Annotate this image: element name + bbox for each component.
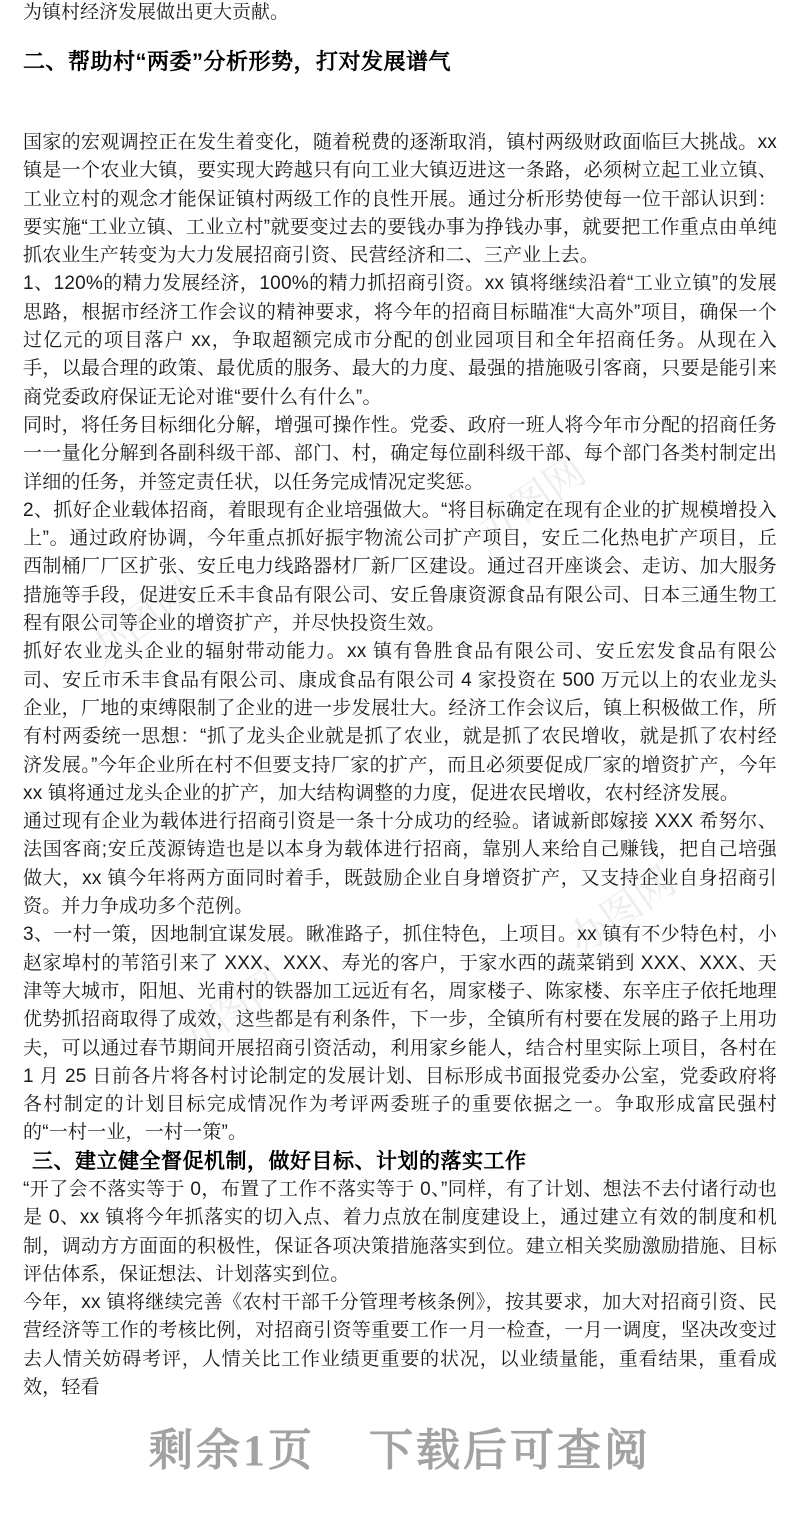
paragraph: 通过现有企业为载体进行招商引资是一条十分成功的经验。诸诚新郎嫁接 XXX 希努尔、法国客商;安丘茂源铸造也是以本身为载体进行招商，靠别人来给自己赚钱，把自己培强做大，xx 镇今年将两方面同时着手，既鼓励企业自身增资扩产，又支持企业自身招商引资。并力争成功多个范例。 [23, 811, 777, 918]
clipped-text-line: 为镇村经济发展做出更大贡献。 [23, 2, 290, 23]
paragraph: 今年，xx 镇将继续完善《农村干部千分管理考核条例》，按其要求，加大对招商引资、民营经济等工作的考核比例，对招商引资等重要工作一月一检查，一月一调度，坚决改变过去人情关妨碍考评，人情关比工作业绩更重要的状况，以业绩量能，重看结果，重看成效，轻看 [23, 1292, 777, 1399]
watermark-text: 办图网 [470, 448, 594, 554]
watermark-text: 办图网 [80, 568, 204, 674]
paragraph: “开了会不落实等于 0，布置了工作不落实等于 0、”同样，有了计划、想法不去付诸行动也是 0、xx 镇将今年抓落实的切入点、着力点放在制度建设上，通过建立有效的制度和机制，调动方方面面的积极性，保证各项决策措施落实到位。建立相关奖励激励措施、目标评估体系，保证想法、计划落实到位。 [23, 1178, 777, 1285]
paragraph: 同时，将任务目标细化分解，增强可操作性。党委、政府一班人将今年市分配的招商任务一一量化分解到各副科级干部、部门、村，确定每位副科级干部、每个部门各类村制定出详细的任务，并签定责任状，以任务完成情况定奖惩。 [23, 414, 777, 493]
section-heading-2: 二、帮助村“两委”分析形势，打对发展谱气 [23, 49, 452, 74]
paragraph: 3、一村一策，因地制宜谋发展。瞅准路子，抓住特色，上项目。xx 镇有不少特色村，小赵家埠村的苇箔引来了 XXX、XXX、寿光的客户，于家水西的蔬菜销到 XXX、XXX、天津等大城市，阳旭、光甫村的铁器加工远近有名，周家楼子、陈家楼、东辛庄子依托地理优势抓招商取得了成效，这些都是有利条件，下一步，全镇所有村要在发展的路子上用功夫，可以通过春节期间开展招商引资活动，利用家乡能人，结合村里实际上项目，各村在 1 月 25 日前各片将各村讨论制定的发展计划、目标形成书面报党委办公室，党委政府将各村制定的计划目标完成情况作为考评两委班子的重要依据之一。争取形成富民强村的“一村一业，一村一策”。 [23, 924, 777, 1144]
paragraph: 国家的宏观调控正在发生着变化，随着税费的逐渐取消，镇村两级财政面临巨大挑战。xx 镇是一个农业大镇，要实现大跨越只有向工业大镇迈进这一条路，必须树立起工业立镇、工业立村的观念才能保证镇村两级工作的良性开展。通过分析形势使每一位干部认识到：要实施“工业立镇、工业立村”就要变过去的要钱办事为挣钱办事，就要把工作重点由单纯抓农业生产转变为大力发展招商引资、民营经济和二、三产业上去。 [23, 132, 777, 267]
watermark-text: 办图网 [560, 858, 684, 964]
section-heading-3: 三、建立健全督促机制，做好目标、计划的落实工作 [32, 1149, 527, 1173]
remaining-pages-notice [0, 1414, 800, 1478]
pages-left-label: 剩余1页 [149, 1426, 315, 1475]
watermark-text: 办图网 [170, 958, 294, 1064]
document-body [23, 0, 777, 1402]
paragraph: 1、120%的精力发展经济，100%的精力抓招商引资。xx 镇将继续沿着“工业立镇”的发展思路，根据市经济工作会议的精神要求，将今年的招商目标瞄准“大高外”项目，确保一个过亿元的项目落户 xx，争取超额完成市分配的创业园项目和全年招商任务。从现在入手，以最合理的政策、最优质的服务、最大的力度、最强的措施吸引客商，只要是能引来商党委政府保证无论对谁“要什么有什么”。 [23, 273, 777, 408]
paragraph: 2、抓好企业载体招商，着眼现有企业培强做大。“将目标确定在现有企业的扩规模增投入上”。通过政府协调，今年重点抓好振宇物流公司扩产项目，安丘二化热电扩产项目，丘西制桶厂厂区扩张、安丘电力线路器材厂新厂区建设。通过召开座谈会、走访、加大服务措施等手段，促进安丘禾丰食品有限公司、安丘鲁康资源食品有限公司、日本三通生物工程有限公司等企业的增资扩产，并尽快投资生效。 [23, 499, 777, 635]
paragraph: 抓好农业龙头企业的辐射带动能力。xx 镇有鲁胜食品有限公司、安丘宏发食品有限公司、安丘市禾丰食品有限公司、康成食品有限公司 4 家投资在 500 万元以上的农业龙头企业，厂地的束缚限制了企业的进一步发展壮大。经济工作会议后，镇上积极做工作，所有村两委统一思想：“抓了龙头企业就是抓了农业，就是抓了农民增收，就是抓了农村经济发展。”今年企业所在村不但要支持厂家的扩产，而且必须要促成厂家的增资扩产，今年 xx 镇将通过龙头企业的扩产，加大结构调整的力度，促进农民增收，农村经济发展。 [23, 641, 777, 804]
download-hint-label: 下载后可查阅 [369, 1426, 651, 1475]
